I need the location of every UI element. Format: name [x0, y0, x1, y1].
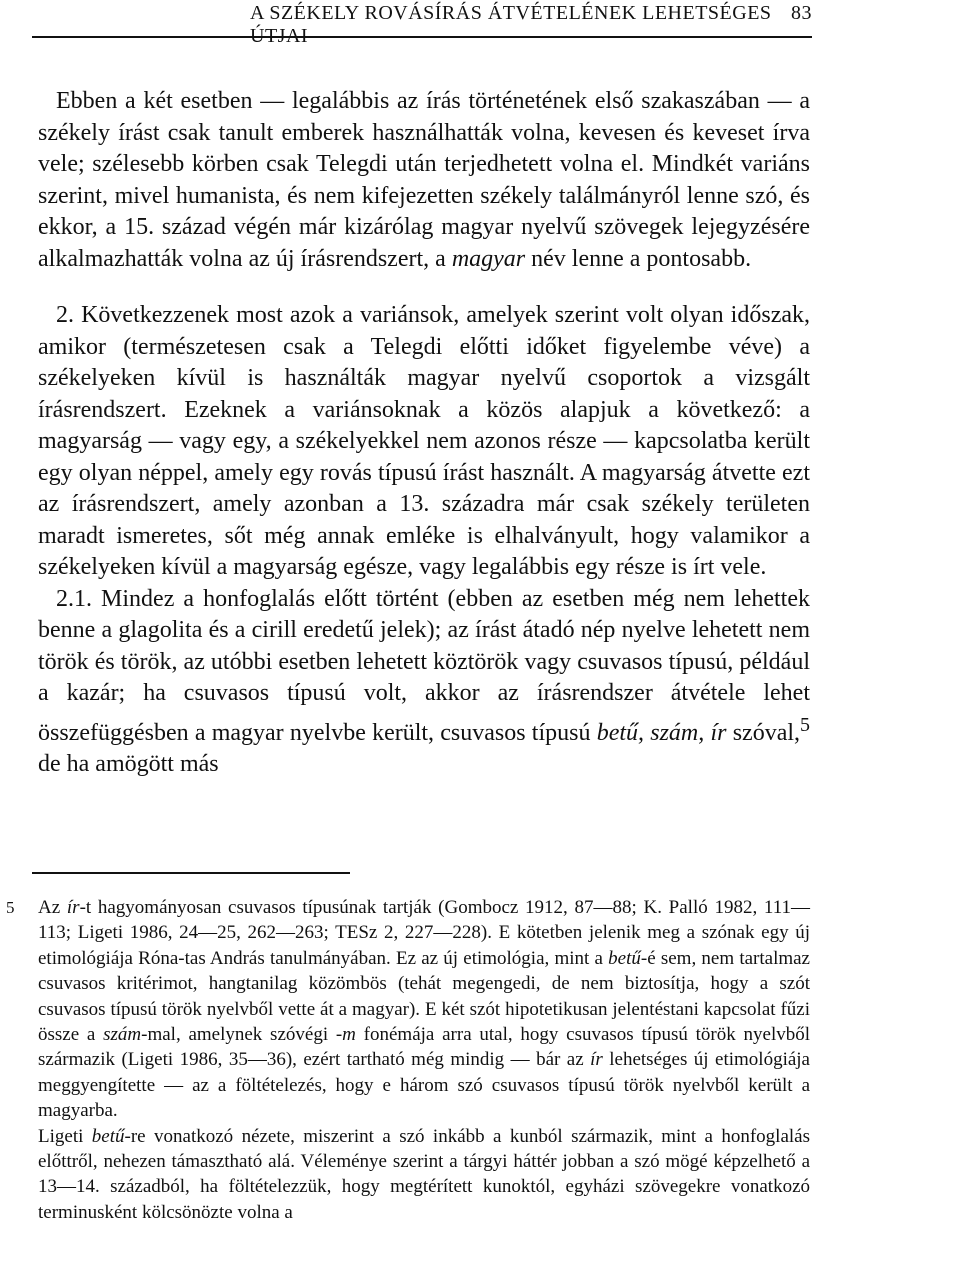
paragraph-3-emphasis: betű, szám, ír — [596, 719, 727, 746]
footnote-paragraph-1 — [6, 895, 811, 1124]
footnote-text: -t hagyományosan csuvasos típusúnak tartják (Gombocz 1912, 87—88; K. Palló 1982, 111—113; Ligeti 1986, 24—25, 262—263; TESz 2, 227—228). E kötetben jelenik meg a szónak egy új etimológiája Róna-tas András tanulmányában. Ez az új etimológia, mint a — [38, 897, 811, 969]
footnote-emphasis: szám — [103, 1024, 142, 1046]
footnote-text: Ligeti — [38, 1125, 92, 1147]
page-number: 83 — [791, 2, 812, 24]
paragraph-3-text-c: de ha amögött más — [38, 751, 219, 777]
footnote-text: -mal, amelynek szóvégi — [141, 1024, 336, 1046]
header-rule — [32, 36, 812, 38]
paragraph-1-text: Ebben a két esetben — legalábbis az írás történetének első szakaszában — a székely írást csak tanult emberek használhatták volna, kevesen és keveset írva vele; szélesebb körben csak Telegdi után terjedhetett volna el. Mindkét variáns szerint, mivel humanista, és nem kifejezetten székely találmányról lenne szó, és ekkor, a 15. század végén már kizárólag magyar nyelvű szövegek lejegyzésére alkalmazhatták volna az új írásrendszert, a — [38, 88, 810, 272]
footnote-text: lehetséges új etimológiája meggyengítette — az a föltételezés, hogy e három szó csuvasos típusú török nyelvből került a magyarba. — [38, 1049, 810, 1122]
footnote-emphasis: -m — [335, 1024, 356, 1046]
main-text — [38, 86, 810, 781]
paragraph-2 — [38, 300, 810, 584]
footnote-emphasis: betű — [91, 1125, 125, 1147]
paragraph-1 — [38, 86, 810, 275]
footnote-text: -é sem, nem tartalmaz csuvasos kritérimot, hangtanilag közömbös (tehát megengedi, de nem biztosítja, hogy a szót csuvasos típusú török nyelvből vette át a magyar). E két szót hipotetikusan jelentéstani kapcsolat fűzi össze a — [38, 947, 810, 1046]
footnote — [6, 895, 811, 1225]
paragraph-2-text: 2. Következzenek most azok a variánsok, amelyek szerint volt olyan időszak, amikor (természetesen csak a Telegdi előtti időket figyelembe véve) a székelyeken kívül is használták magyar nyelvű csoportok a vizsgált írásrendszert. Ezeknek a variánsoknak a közös alapjuk a következő: a magyarság — vagy egy, a székelyekkel nem azonos része — kapcsolatba került egy olyan néppel, amely egy rovás típusú írást használt. A magyarság átvette ezt az írásrendszert, amely azonban a 13. századra már csak székely területen maradt ismeretes, sőt még annak emléke is elhalványult, hogy valamikor a székelyeken kívül a magyarság egésze, vagy legalábbis egy része is írt vele. — [38, 302, 810, 580]
paragraph-3-text: 2.1. Mindez a honfoglalás előtt történt (ebben az esetben még nem lehettek benne a glagolita és a cirill eredetű jelek); az írást átadó nép nyelve lehetett nem török és török, az utóbbi esetben lehetett köztörök vagy csuvasos típusú, például a kazár; ha csuvasos típusú volt, akkor az írásrendszer átvétele lehet összefüggésben a magyar nyelvbe került, csuvasos típusú — [38, 585, 810, 746]
footnote-text: Az — [38, 897, 67, 918]
footnote-rule — [32, 872, 350, 874]
footnote-emphasis: ír — [66, 897, 80, 918]
paragraph-1-emphasis: magyar — [451, 245, 526, 272]
footnote-emphasis: betű — [608, 947, 641, 969]
footnote-emphasis: ír — [590, 1049, 603, 1071]
footnote-paragraph-2 — [38, 1124, 810, 1226]
footnote-text: fonémája arra utal, hogy csuvasos típusú török nyelvből származik (Ligeti 1986, 35—36), ezért tartható még mindig — bár az — [38, 1024, 811, 1071]
footnote-number: 5 — [6, 898, 15, 917]
running-header — [250, 2, 812, 48]
running-title: A SZÉKELY ROVÁSÍRÁS ÁTVÉTELÉNEK LEHETSÉGES ÚTJAI — [250, 2, 772, 47]
paragraph-1-end: név lenne a pontosabb. — [525, 245, 752, 272]
footnote-text: -re vonatkozó nézete, miszerint a szó inkább a kunból származik, mint a honfoglalás előttről, nehezen támasztható alá. Véleménye szerint a tárgyi háttér jobban a szó mögé képzelhető a 13—14. századból, ha föltételezzük, hogy megtérített kunoktól, egyházi szövegekre vonatkozó terminusként kölcsönözte volna a — [38, 1125, 810, 1223]
paragraph-3 — [38, 584, 810, 781]
footnote-reference: 5 — [800, 713, 811, 736]
paragraph-3-text-b: szóval, — [726, 719, 801, 746]
